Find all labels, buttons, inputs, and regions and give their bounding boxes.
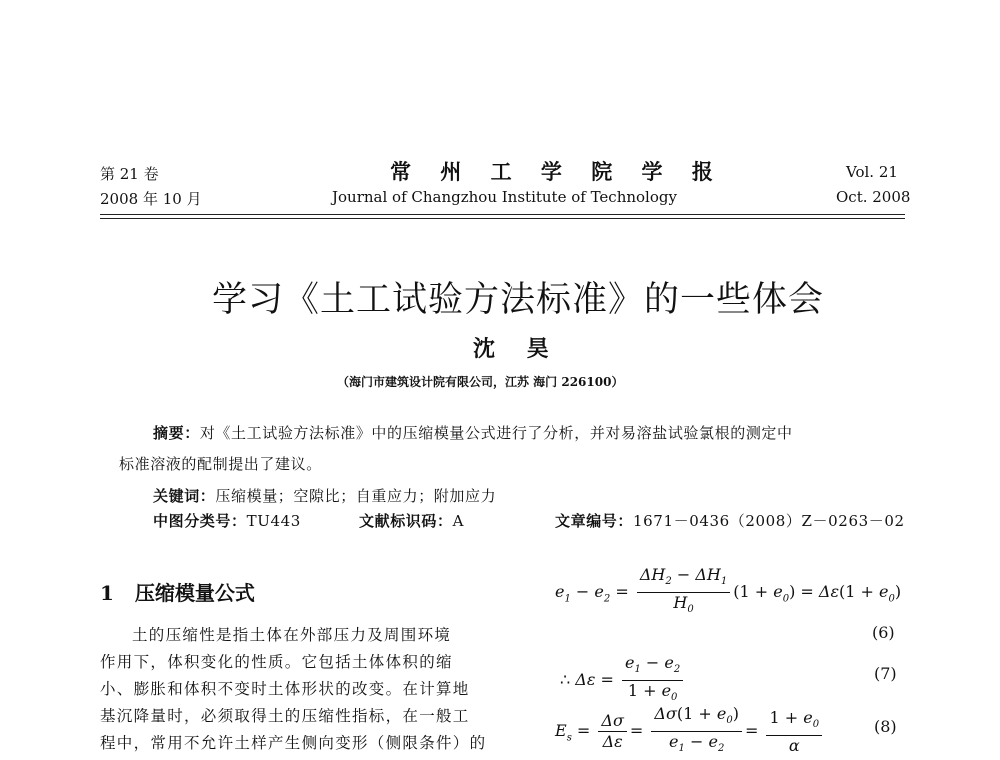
equation-7: ∴ Δε = $\frac{e_1 - e_2}{1 + e_0}$ bbox=[560, 654, 686, 707]
section-1-line-2: 作用下，体积变化的性质。它包括土体体积的缩 bbox=[100, 653, 453, 671]
author-affiliation: （海门市建筑设计院有限公司，江苏 海门 226100） bbox=[337, 375, 624, 389]
keywords-text: 压缩模量；空隙比；自重应力；附加应力 bbox=[215, 487, 497, 505]
volume-en: Vol. 21 bbox=[846, 163, 898, 181]
doc-code-value: A bbox=[452, 512, 465, 530]
equation-7-number: (7) bbox=[874, 664, 897, 683]
equation-8: $E_s$ = $\frac{\Delta\sigma}{\Delta\varepsilon}$ = $\frac{\Delta\sigma(1 + e_0)}{e_1 - e_2}$ = $\frac{1 + e_0}{\alpha}$ bbox=[555, 705, 825, 758]
article-number bbox=[555, 510, 905, 531]
date-en: Oct. 2008 bbox=[836, 188, 911, 206]
clc-value: TU443 bbox=[246, 512, 301, 530]
keywords-label: 关键词： bbox=[153, 487, 216, 505]
abstract-line-2: 标准溶液的配制提出了建议。 bbox=[119, 455, 322, 473]
journal-title-en: Journal of Changzhou Institute of Technology bbox=[332, 188, 677, 206]
abstract-line-1: 对《土工试验方法标准》中的压缩模量公式进行了分析，并对易溶盐试验氯根的测定中 bbox=[199, 424, 793, 442]
author-name: 沈 昊 bbox=[473, 336, 561, 362]
equation-6: $e_1 - e_2$ = $\frac{\Delta H_2 - \Delta H_1}{H_0}$ $(1 + e_0) = \Delta\varepsilon(1 + e_0)$ bbox=[555, 565, 902, 616]
clc-label: 中图分类号： bbox=[153, 512, 247, 530]
header-rule-bottom bbox=[100, 218, 905, 219]
volume-cn: 第 21 卷 bbox=[100, 165, 159, 183]
article-number-value: 1671－0436（2008）Z－0263－02 bbox=[633, 512, 905, 530]
document-code bbox=[359, 510, 464, 531]
clc-number bbox=[153, 510, 301, 531]
article-title: 学习《土工试验方法标准》的一些体会 bbox=[212, 280, 825, 320]
date-cn: 2008 年 10 月 bbox=[100, 190, 202, 208]
abstract-label: 摘要： bbox=[153, 424, 200, 442]
equation-8-number: (8) bbox=[874, 717, 897, 736]
section-1-line-5: 程中，常用不允许土样产生侧向变形（侧限条件）的 bbox=[100, 734, 487, 752]
abstract bbox=[153, 422, 793, 443]
section-1-line-3: 小、膨胀和体积不变时土体形状的改变。在计算地 bbox=[100, 680, 470, 698]
keywords bbox=[153, 485, 496, 506]
section-1-number: 1 bbox=[100, 581, 114, 605]
equation-6-number: (6) bbox=[872, 623, 895, 642]
article-number-label: 文章编号： bbox=[555, 512, 634, 530]
journal-title-cn: 常 州 工 学 院 学 报 bbox=[390, 159, 724, 184]
doc-code-label: 文献标识码： bbox=[359, 512, 453, 530]
header-rule-top bbox=[100, 214, 905, 215]
section-1-heading bbox=[100, 577, 255, 606]
section-1-line-4: 基沉降量时，必须取得土的压缩性指标，在一般工 bbox=[100, 707, 470, 725]
section-1-title: 压缩模量公式 bbox=[134, 581, 255, 605]
section-1-line-1: 土的压缩性是指土体在外部压力及周围环境 bbox=[132, 626, 452, 644]
